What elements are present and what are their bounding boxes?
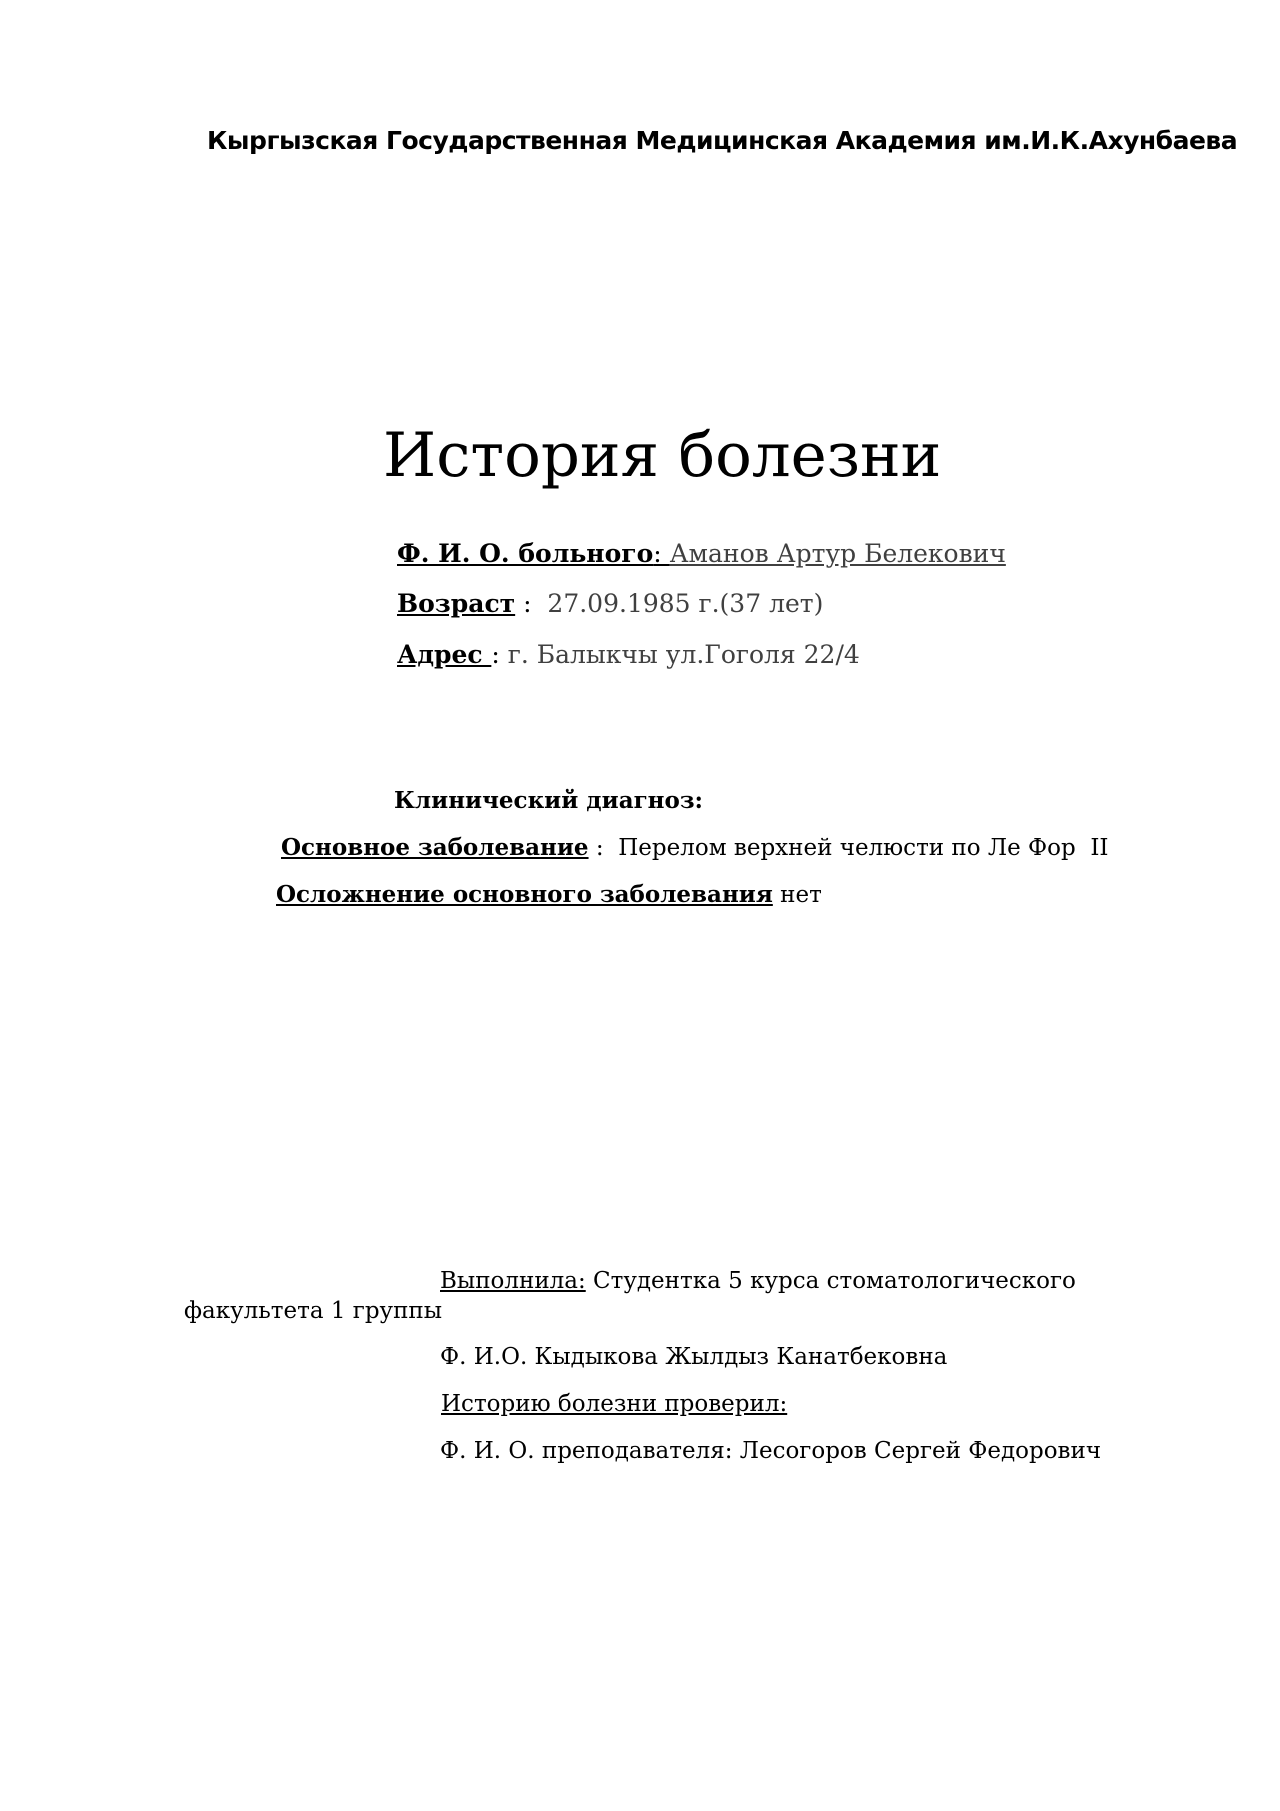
patient-name-row [397, 539, 1006, 568]
clinical-diagnosis-heading: Клинический диагноз: [394, 787, 704, 814]
performed-by-continuation: факультета 1 группы [184, 1298, 443, 1324]
patient-name-value: Аманов Артур Белекович [669, 539, 1006, 568]
performed-by-row [440, 1268, 1076, 1294]
patient-name-label: Ф. И. О. больного [397, 539, 654, 568]
performed-by-label: Выполнила: [440, 1268, 586, 1294]
patient-address-value: г. Балыкчы ул.Гоголя 22/4 [507, 640, 860, 669]
complication-label: Осложнение основного заболевания [276, 881, 773, 908]
main-disease-row [281, 834, 1109, 861]
patient-age-row [397, 589, 823, 618]
complication-value: нет [772, 882, 822, 908]
main-disease-separator: : [588, 835, 619, 861]
main-disease-value: Перелом верхней челюсти по Ле Фор II [618, 835, 1109, 861]
complication-row [276, 881, 822, 908]
checked-by-label: Историю болезни проверил: [441, 1391, 788, 1417]
student-name: Ф. И.О. Кыдыкова Жылдыз Канатбековна [440, 1344, 948, 1370]
patient-address-label: Адрес [397, 640, 492, 669]
patient-address-row [397, 640, 860, 669]
teacher-name: Ф. И. О. преподавателя: Лесогоров Сергей Федорович [440, 1438, 1102, 1464]
main-disease-label: Основное заболевание [281, 834, 589, 861]
institution-name: Кыргызская Государственная Медицинская Академия им.И.К.Ахунбаева [207, 126, 1238, 155]
patient-age-separator: : [515, 589, 548, 618]
patient-age-label: Возраст [397, 589, 516, 618]
patient-age-value: 27.09.1985 г.(37 лет) [547, 589, 824, 618]
patient-address-separator: : [491, 640, 508, 669]
patient-name-separator: : [653, 539, 670, 568]
document-title: История болезни [383, 420, 942, 491]
performed-by-value: Студентка 5 курса стоматологического [585, 1268, 1076, 1294]
